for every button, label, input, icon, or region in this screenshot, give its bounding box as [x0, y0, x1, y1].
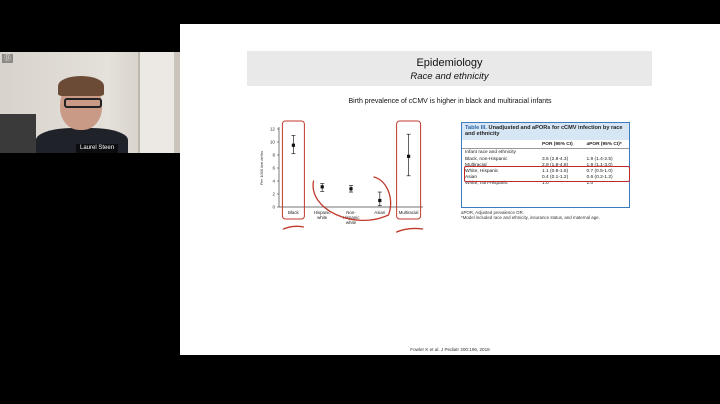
presenter-name-label: Laurel Steen	[76, 144, 118, 153]
data-point	[378, 199, 381, 202]
webcam-badge-icon: Ⓑ	[4, 55, 11, 62]
table-title: Unadjusted and aPORs for cCMV infection by race and ethnicity	[465, 125, 623, 138]
webcam-shelf	[0, 114, 36, 153]
data-point	[292, 144, 295, 147]
row-name: Multiracial	[465, 162, 487, 168]
table-footnotes	[461, 210, 600, 221]
annotation-underline-black	[283, 226, 303, 229]
y-tick-label: 2	[272, 191, 275, 197]
y-tick-label: 6	[272, 165, 275, 171]
row-por: 3.5 (2.8-4.3)	[542, 156, 569, 162]
presenter-hair	[58, 76, 104, 96]
row-por: 1.0	[542, 180, 549, 186]
y-tick-label: 8	[272, 152, 275, 158]
y-tick-label: 0	[272, 204, 275, 210]
table-highlight-box	[464, 166, 630, 182]
slide-title-bar	[247, 51, 652, 86]
column-por: POR (95% CI)	[542, 141, 573, 147]
row-apor: 1.9 (1.1-3.0)	[586, 162, 613, 168]
row-por: 1.1 (0.8-1.5)	[542, 168, 569, 174]
slide-citation: Fowler K et al. J Pediatr 200:196, 2018	[410, 347, 490, 352]
category-label: Multiracial	[398, 210, 419, 215]
row-name: White, non-Hispanic	[465, 180, 508, 186]
row-name: Asian	[465, 174, 477, 180]
y-tick-label: 12	[269, 126, 275, 132]
apor-table	[461, 122, 630, 208]
table-group-label: Infant race and ethnicity	[465, 149, 516, 155]
y-tick-label: 10	[269, 139, 275, 145]
data-point	[349, 187, 352, 190]
slide-title: Epidemiology	[416, 57, 483, 69]
table-column-headers	[462, 140, 629, 149]
slide-headline: Birth prevalence of cCMV is higher in black and multiracial infants	[348, 98, 552, 105]
category-label: Asian	[374, 210, 386, 215]
row-name: White, Hispanic	[465, 168, 499, 174]
y-tick-label: 4	[272, 178, 275, 184]
table-label: Table III.	[465, 125, 487, 131]
y-axis-label: Per 1000 live births	[259, 150, 264, 186]
row-apor: 0.7 (0.5-1.0)	[586, 168, 613, 174]
prevalence-chart	[255, 119, 430, 239]
webcam-feed	[0, 52, 180, 153]
category-label: Non-Hispanic white	[342, 210, 360, 225]
data-point	[407, 155, 410, 158]
row-apor: 0.6 (0.2-1.2)	[586, 174, 613, 180]
presentation-slide	[180, 24, 720, 355]
row-apor: 1.9 (1.4-2.5)	[586, 156, 613, 162]
column-apor: aPOR (95% CI)*	[586, 141, 622, 147]
footnote-model: *Model included race and ethnicity, insurance status, and maternal age.	[461, 215, 600, 221]
row-por: 0.4 (0.1-1.2)	[542, 174, 569, 180]
row-por: 2.9 (1.8-4.8)	[542, 162, 569, 168]
presenter-glasses	[64, 98, 102, 108]
annotation-underline-multiracial	[397, 228, 423, 232]
data-point	[321, 185, 324, 188]
webcam-door	[138, 52, 174, 153]
row-name: Black, non-Hispanic	[465, 156, 508, 162]
category-label: Black	[288, 210, 299, 215]
table-header	[462, 123, 629, 140]
category-label: Hispanic white	[313, 210, 331, 220]
footnote-apor: aPOR, Adjusted prevalence OR.	[461, 210, 524, 215]
slide-subtitle: Race and ethnicity	[410, 71, 489, 82]
row-apor: 1.0	[586, 180, 594, 186]
